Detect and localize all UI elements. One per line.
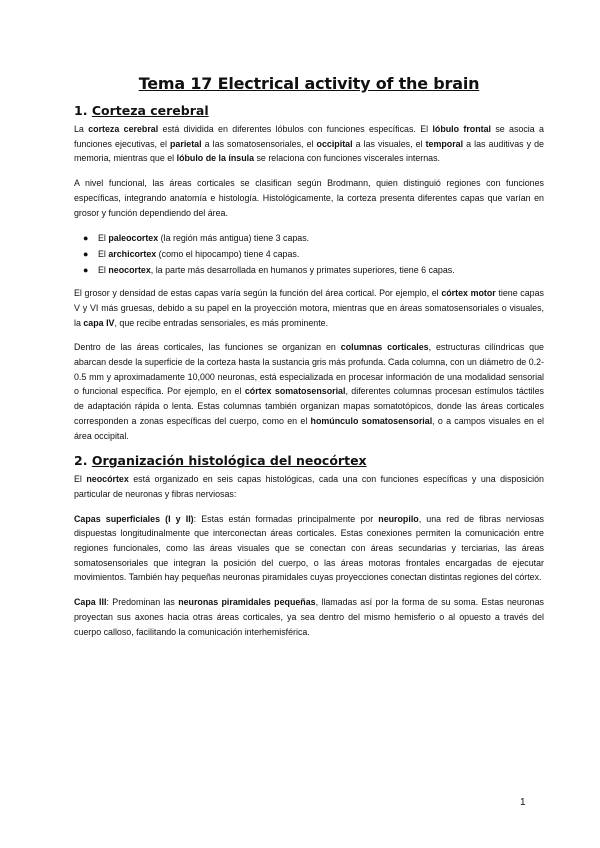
text: está dividida en diferentes lóbulos con funciones específicas. El xyxy=(158,124,433,134)
text: : Predominan las xyxy=(106,597,179,608)
bold-term: Capa III xyxy=(74,597,107,608)
text: está organizado en seis capas histológicas, cada una con funciones específicas y una disposición particular de neuronas y fibras nerviosas: xyxy=(74,474,544,499)
document-page xyxy=(74,74,544,649)
cortex-types-list xyxy=(74,230,544,278)
bold-term: Capas superficiales (I y II) xyxy=(74,513,194,524)
text: : Estas están formadas principalmente por xyxy=(193,513,379,524)
text: Dentro de las áreas corticales, las funciones se organizan en xyxy=(74,342,341,353)
text: , diferentes columnas procesan estímulos táctiles de adaptación rápida o lenta. Estas columnas también organizan mapas somatotópicos, donde las áreas corticales corresponden a zonas específicas del cuerpo, como en el xyxy=(74,386,544,426)
bold-term: occipital xyxy=(316,138,353,149)
bold-term: neocortex xyxy=(108,265,151,276)
text: a las visuales, el xyxy=(352,138,426,149)
section-1-heading xyxy=(74,103,544,118)
text: , estructuras cilíndricas que abarcan desde la superficie de la corteza hasta la sustancia gris más profunda. Cada columna, con un diámetro de 0.2-0.5 mm y aproximadamente 10,000 neuronas, está especializada en procesar información de una modalidad sensorial o funcional específica. Por ejemplo, en el xyxy=(74,342,544,397)
text: tiene capas V y VI más gruesas, debido a su papel en la proyección motora, mientras que en áreas somatosensoriales o visuales, la xyxy=(74,288,544,328)
text: , que recibe entradas sensoriales, es más prominente. xyxy=(114,317,329,328)
section-1-title: Corteza cerebral xyxy=(91,103,209,118)
text: , la parte más desarrollada en humanos y primates superiores, tiene 6 capas. xyxy=(150,265,455,276)
bold-term: columnas corticales xyxy=(340,342,429,353)
text: El xyxy=(74,474,87,485)
text: El grosor y densidad de estas capas varía según la función del área cortical. Por ejemplo, el xyxy=(74,288,442,299)
text: (la región más antigua) tiene 3 capas. xyxy=(158,233,310,244)
text: se relaciona con funciones viscerales internas. xyxy=(254,153,441,164)
bold-term: neocórtex xyxy=(86,474,129,485)
text: (como el hipocampo) tiene 4 capas. xyxy=(156,249,300,260)
section-2-paragraph-2 xyxy=(74,512,544,586)
text: se asocia a funciones ejecutivas, el xyxy=(74,124,544,149)
bold-term: neuronas piramidales pequeñas xyxy=(178,597,316,608)
bold-term: córtex motor xyxy=(441,288,496,299)
list-item xyxy=(74,230,544,246)
bold-term: lóbulo de la ínsula xyxy=(176,153,255,164)
section-2-title: Organización histológica del neocórtex xyxy=(91,453,367,469)
bullet-icon: ● xyxy=(83,233,89,244)
section-2-paragraph-1 xyxy=(74,472,544,501)
bullet-icon: ● xyxy=(83,265,89,276)
section-2-paragraph-3 xyxy=(74,595,544,639)
list-item xyxy=(74,262,544,278)
bold-term: corteza cerebral xyxy=(88,124,159,134)
bold-term: homúnculo somatosensorial xyxy=(310,415,433,426)
bold-term: temporal xyxy=(425,138,464,149)
section-2-heading xyxy=(74,453,544,468)
section-1-paragraph-1 xyxy=(74,122,544,166)
bold-term: lóbulo frontal xyxy=(432,124,491,134)
text: El xyxy=(98,265,109,276)
bold-term: parietal xyxy=(170,138,202,149)
text: a las auditivas y de memoria, mientras que el xyxy=(74,138,544,164)
bold-term: neuropilo xyxy=(378,513,419,524)
page-number: 1 xyxy=(520,797,526,808)
page-title: Tema 17 Electrical activity of the brain xyxy=(138,74,480,93)
text: , o a campos visuales en el área occipital. xyxy=(74,415,544,441)
bold-term: capa IV xyxy=(83,317,115,328)
section-1-number: 1. xyxy=(74,103,88,118)
section-2-number: 2. xyxy=(74,453,88,469)
section-1-paragraph-3 xyxy=(74,286,544,330)
section-1-paragraph-2: A nivel funcional, las áreas corticales se clasifican según Brodmann, quien distinguió regiones con funciones específicas, integrando anatomía e histología. Histológicamente, la corteza presenta diferentes capas que varían en grosor y función dependiendo del área. xyxy=(74,178,544,218)
text: a las somatosensoriales, el xyxy=(201,138,317,149)
text: El xyxy=(98,233,109,244)
bold-term: córtex somatosensorial xyxy=(244,386,346,397)
list-item xyxy=(74,246,544,262)
text: , llamadas así por la forma de su soma. Estas neuronas proyectan sus axones hacia otras áreas corticales, ya sea dentro del mismo hemisferio o al opuesto a través del cuerpo calloso, facilitando la comunicación interhemisférica. xyxy=(74,597,544,637)
text: La xyxy=(74,124,89,134)
text: El xyxy=(98,249,109,260)
text: , una red de fibras nerviosas dispuestas longitudinalmente que interconectan áreas corticales. Estas conexiones permiten la comunicación entre regiones funcionales, como las áreas visuales que se conectan con áreas secundarias y terciarias, las áreas somatosensoriales que integran la posición del cuerpo, o las áreas motoras frontales encargadas de ejecutar movimientos. También hay pequeñas neuronas piramidales cuyas proyecciones conectan distintas regiones del córtex. xyxy=(74,513,544,583)
bold-term: archicortex xyxy=(108,249,157,260)
bullet-icon: ● xyxy=(83,249,89,260)
bold-term: paleocortex xyxy=(108,233,159,244)
section-1-paragraph-4 xyxy=(74,340,544,443)
